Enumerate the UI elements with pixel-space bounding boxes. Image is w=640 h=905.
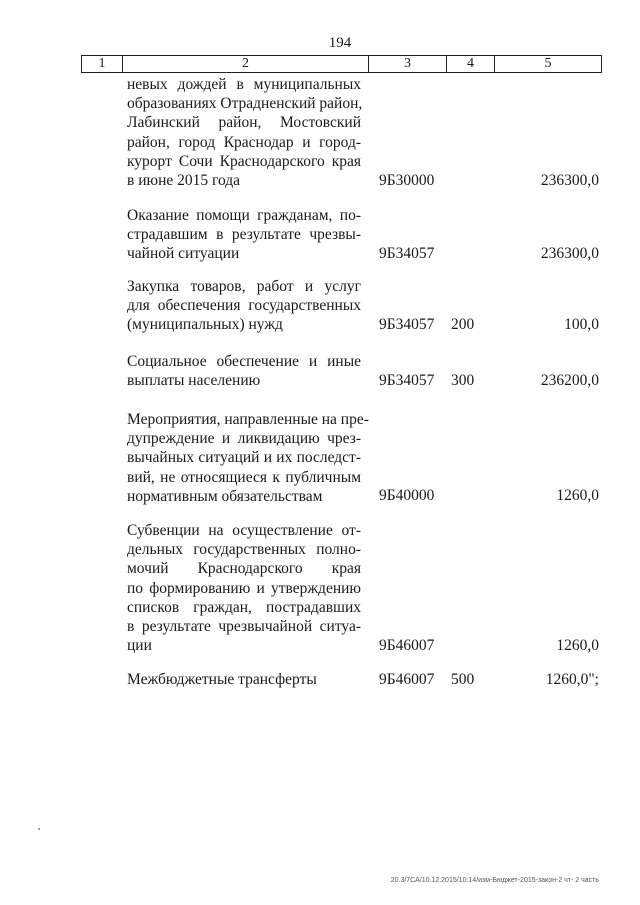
row-description bbox=[127, 352, 361, 390]
row-description bbox=[127, 410, 369, 506]
description-line: курорт Сочи Краснодарского края bbox=[127, 152, 361, 170]
row-description bbox=[127, 75, 361, 190]
target-code: 9Б34057 bbox=[379, 372, 435, 389]
description-line: (муниципальных) нужд bbox=[127, 316, 283, 334]
description-line: Межбюджетные трансферты bbox=[127, 671, 317, 688]
description-line: дельных государственных полно- bbox=[127, 541, 361, 559]
description-line: вычайных ситуаций и их последст- bbox=[127, 449, 361, 467]
amount: 1260,0"; bbox=[545, 671, 599, 688]
column-header-2: 2 bbox=[123, 56, 369, 73]
target-code: 9Б30000 bbox=[379, 172, 435, 189]
row-description bbox=[127, 521, 361, 655]
target-code: 9Б40000 bbox=[379, 487, 435, 504]
target-code: 9Б46007 bbox=[379, 671, 435, 688]
description-line: ции bbox=[127, 637, 152, 655]
target-code: 9Б34057 bbox=[379, 245, 435, 262]
amount: 1260,0 bbox=[556, 637, 599, 654]
description-line: страдавшим в результате чрезвы- bbox=[127, 226, 361, 244]
amount: 100,0 bbox=[564, 316, 599, 333]
description-line: район, город Краснодар и город- bbox=[127, 133, 361, 151]
expense-type: 500 bbox=[451, 671, 475, 688]
description-line: по формированию и утверждению bbox=[127, 579, 361, 597]
description-line: Лабинский район, Мостовский bbox=[127, 114, 361, 132]
description-line: в июне 2015 года bbox=[127, 172, 241, 190]
description-line: вий, не относящиеся к публичным bbox=[127, 468, 361, 486]
column-header-row bbox=[82, 56, 602, 73]
description-line: списков граждан, пострадавших bbox=[127, 598, 361, 616]
amount: 236200,0 bbox=[540, 372, 599, 389]
row-description bbox=[127, 206, 361, 264]
column-header-4: 4 bbox=[447, 56, 495, 73]
description-line: нормативным обязательствам bbox=[127, 487, 323, 505]
target-code: 9Б34057 bbox=[379, 316, 435, 333]
target-code: 9Б46007 bbox=[379, 637, 435, 654]
amount: 236300,0 bbox=[540, 245, 599, 262]
description-line: невых дождей в муниципальных bbox=[127, 76, 361, 93]
column-header-1: 1 bbox=[82, 56, 123, 73]
description-line: Мероприятия, направленные на пре- bbox=[127, 411, 369, 428]
column-header-table bbox=[81, 55, 602, 73]
scan-speck bbox=[38, 828, 40, 830]
expense-type: 300 bbox=[451, 372, 475, 389]
description-line: дупреждение и ликвидацию чрез- bbox=[127, 430, 361, 448]
page-number: 194 bbox=[328, 35, 352, 51]
row-description bbox=[127, 670, 361, 689]
description-line: Социальное обеспечение и иные bbox=[127, 353, 361, 370]
description-line: для обеспечения государственных bbox=[127, 297, 361, 315]
description-line: образованиях Отрадненский район, bbox=[127, 95, 363, 113]
amount: 1260,0 bbox=[556, 487, 599, 504]
column-header-3: 3 bbox=[369, 56, 447, 73]
description-line: выплаты населению bbox=[127, 372, 261, 390]
description-line: мочий Краснодарского края bbox=[127, 560, 361, 578]
row-description bbox=[127, 277, 361, 335]
description-line: в результате чрезвычайной ситуа- bbox=[127, 618, 361, 636]
expense-type: 200 bbox=[451, 316, 475, 333]
column-header-5: 5 bbox=[495, 56, 602, 73]
description-line: Оказание помощи гражданам, по- bbox=[127, 207, 361, 224]
description-line: чайной ситуации bbox=[127, 245, 240, 263]
description-line: Субвенции на осуществление от- bbox=[127, 522, 361, 539]
description-line: Закупка товаров, работ и услуг bbox=[127, 278, 361, 295]
amount: 236300,0 bbox=[540, 172, 599, 189]
footer-file-reference: 20.3/7СА/10.12.2015/10:14/изм-Бюджет-2015-закон-2 чт- 2 часть bbox=[390, 877, 599, 884]
